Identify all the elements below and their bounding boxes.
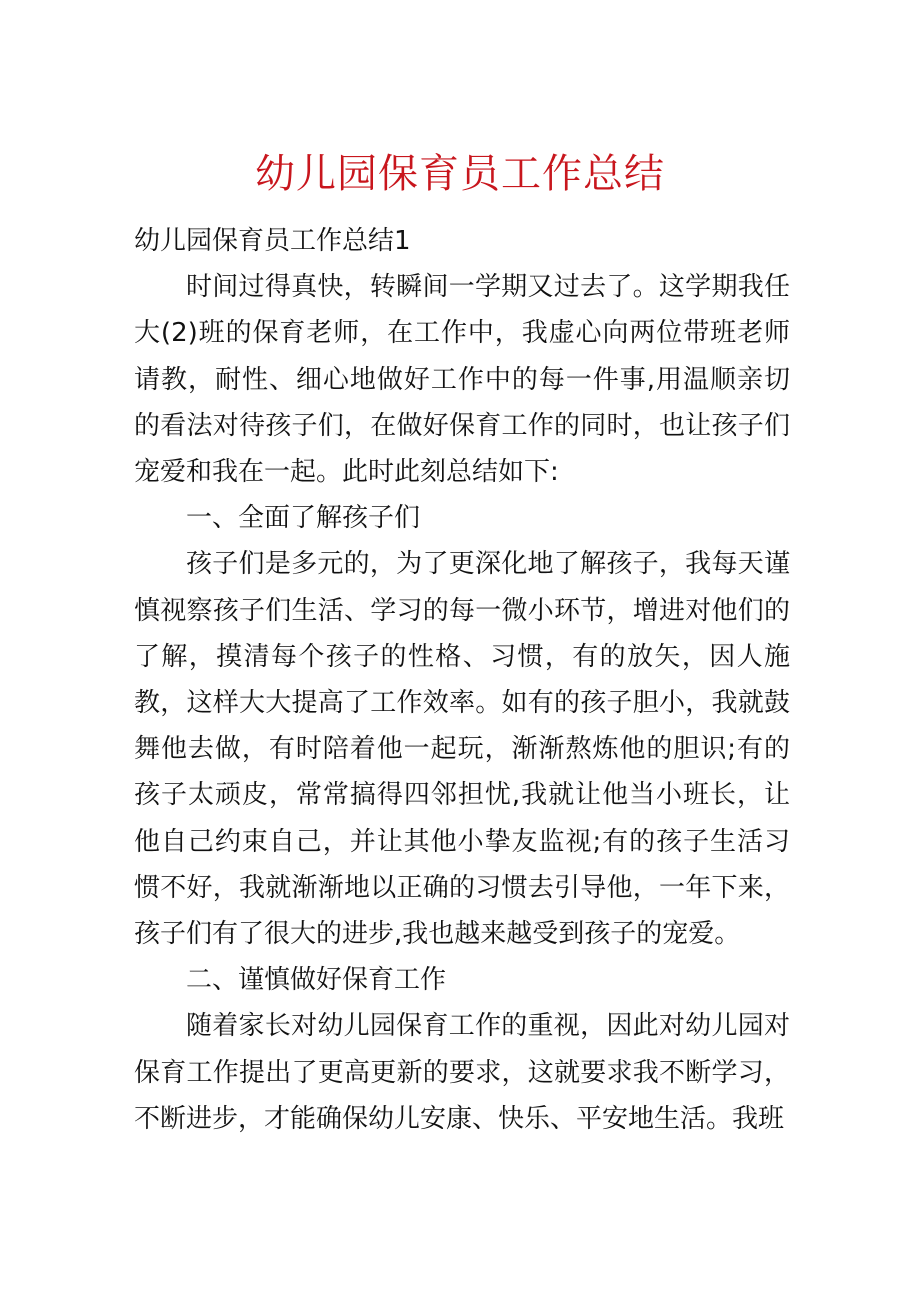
section-subtitle: 幼儿园保育员工作总结1 bbox=[134, 226, 411, 256]
intro-paragraph: 时间过得真快，转瞬间一学期又过去了。这学期我任大(2)班的保育老师，在工作中，我虚心向两位带班老师请教，耐性、细心地做好工作中的每一件事,用温顺亲切的看法对待孩子们，在做好保育工作的同时，也让孩子们宠爱和我在一起。此时此刻总结如下: bbox=[134, 272, 790, 488]
section-heading-2: 二、谨慎做好保育工作 bbox=[186, 965, 447, 996]
document-body bbox=[134, 218, 790, 1142]
section-heading-1: 一、全面了解孩子们 bbox=[186, 503, 421, 534]
section-1-paragraph: 孩子们是多元的，为了更深化地了解孩子，我每天谨慎视察孩子们生活、学习的每一微小环节，增进对他们的了解，摸清每个孩子的性格、习惯，有的放矢，因人施教，这样大大提高了工作效率。如有的孩子胆小，我就鼓舞他去做，有时陪着他一起玩，渐渐熬炼他的胆识;有的孩子太顽皮，常常搞得四邻担忧,我就让他当小班长，让他自己约束自己，并让其他小挚友监视;有的孩子生活习惯不好，我就渐渐地以正确的习惯去引导他，一年下来，孩子们有了很大的进步,我也越来越受到孩子的宠爱。 bbox=[134, 549, 790, 950]
section-2-paragraph: 随着家长对幼儿园保育工作的重视，因此对幼儿园对保育工作提出了更高更新的要求，这就要求我不断学习，不断进步，才能确保幼儿安康、快乐、平安地生活。我班 bbox=[134, 1011, 790, 1134]
document-title: 幼儿园保育员工作总结 bbox=[255, 151, 665, 197]
